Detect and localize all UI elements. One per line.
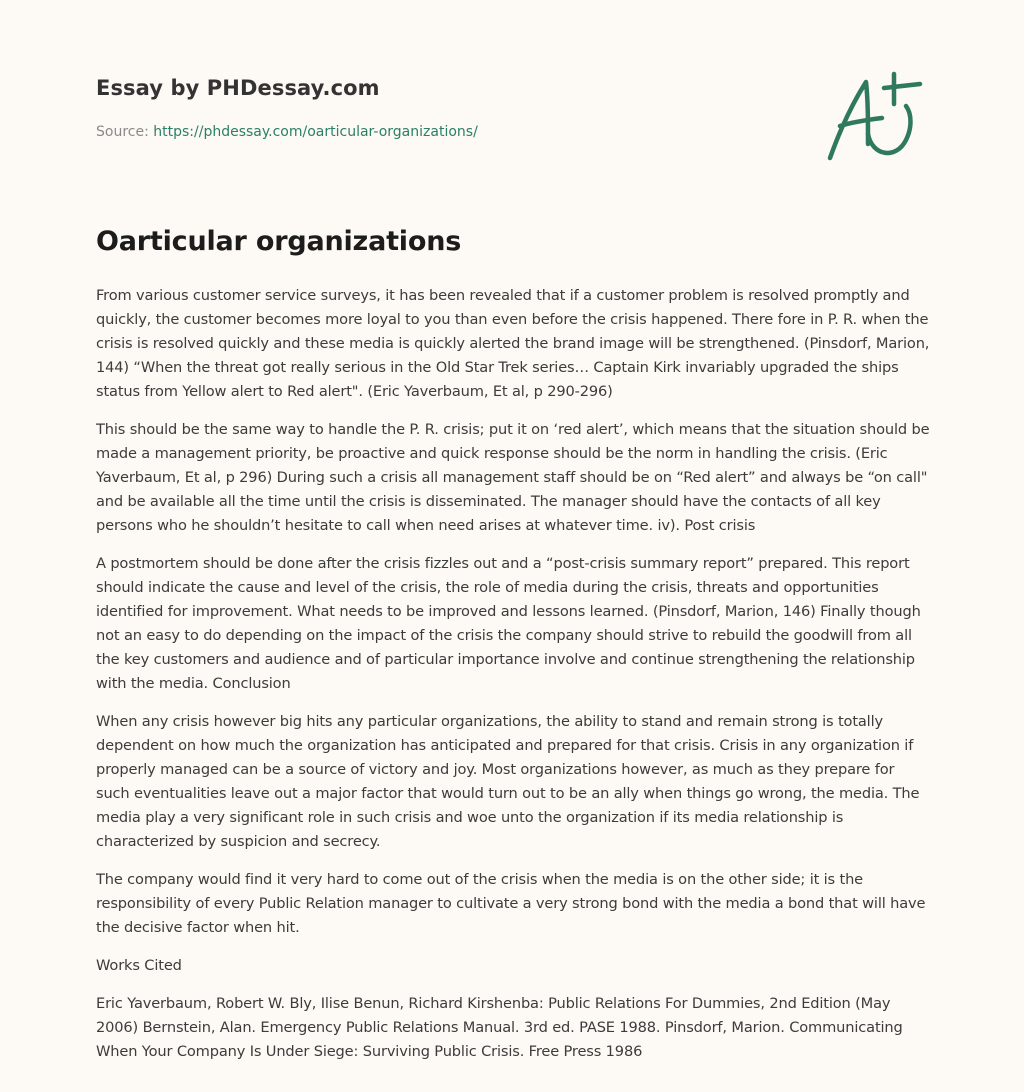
site-title: Essay by PHDessay.com xyxy=(96,76,380,100)
source-label: Source: xyxy=(96,124,149,140)
works-cited-entry: Eric Yaverbaum, Robert W. Bly, Ilise Benun, Richard Kirshenba: Public Relations For Dummies, 2nd Edition (May 2006) Bernstein, Alan. Emergency Public Relations Manual. 3rd ed. PASE 1988. Pinsdorf, Marion. Communicating When Your Company Is Under Siege: Surviving Public Crisis. Free Press 1986 xyxy=(96,995,903,1060)
source-link[interactable]: https://phdessay.com/oarticular-organizations/ xyxy=(153,124,478,140)
page-header xyxy=(96,0,932,200)
works-cited-heading: Works Cited xyxy=(96,957,182,974)
essay-paragraph: A postmortem should be done after the crisis fizzles out and a “post-crisis summary report” prepared. This report should indicate the cause and level of the crisis, the role of media during the crisis, threats and opportunities identified for improvement. What needs to be improved and lessons learned. (Pinsdorf, Marion, 146) Finally though not an easy to do depending on the impact of the crisis the company should strive to rebuild the goodwill from all the key customers and audience and of particular importance involve and continue strengthening the relationship with the media. Conclusion xyxy=(96,555,921,692)
essay-page xyxy=(96,0,932,1060)
essay-body xyxy=(96,284,932,1078)
essay-paragraph: The company would find it very hard to come out of the crisis when the media is on the other side; it is the responsibility of every Public Relation manager to cultivate a very strong bond with the media a bond that will have the decisive factor when hit. xyxy=(96,871,926,936)
essay-paragraph: This should be the same way to handle the P. R. crisis; put it on ‘red alert’, which means that the situation should be made a management priority, be proactive and quick response should be the norm in handling the crisis. (Eric Yaverbaum, Et al, p 296) During such a crisis all management staff should be on “Red alert” and always be “on call" and be available all the time until the crisis is disseminated. The manager should have the contacts of all key persons who he shouldn’t hesitate to call when need arises at whatever time. iv). Post crisis xyxy=(96,421,930,534)
source-line xyxy=(96,124,478,140)
essay-paragraph: When any crisis however big hits any particular organizations, the ability to stand and remain strong is totally dependent on how much the organization has anticipated and prepared for that crisis. Crisis in any organization if properly managed can be a source of victory and joy. Most organizations however, as much as they prepare for such eventualities leave out a major factor that would turn out to be an ally when things go wrong, the media. The media play a very significant role in such crisis and woe unto the organization if its media relationship is characterized by suspicion and secrecy. xyxy=(96,713,920,850)
essay-title: Oarticular organizations xyxy=(96,226,462,257)
a-plus-grade-icon xyxy=(822,64,932,168)
essay-paragraph: From various customer service surveys, it has been revealed that if a customer problem is resolved promptly and quickly, the customer becomes more loyal to you than even before the crisis happened. There fore in P. R. when the crisis is resolved quickly and these media is quickly alerted the brand image will be strengthened. (Pinsdorf, Marion, 144) “When the threat got really serious in the Old Star Trek series… Captain Kirk invariably upgraded the ships status from Yellow alert to Red alert". (Eric Yaverbaum, Et al, p 290-296) xyxy=(96,287,930,400)
